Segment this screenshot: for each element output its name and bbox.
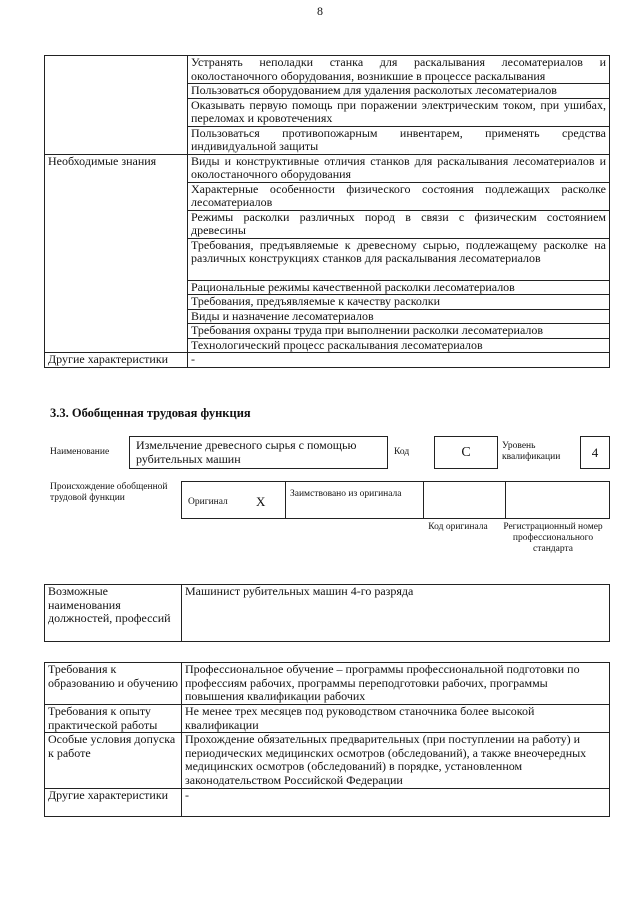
table-row [45,733,610,789]
level-label: Уровень квалификации [502,441,561,462]
original-mark: X [256,494,266,509]
knowledge-cell: Требования, предъявляемые к качеству расколки [188,295,610,310]
skill-cell: Устранять неполадки станка для раскалывания лесоматериалов и околостаночного оборудования, возникшие в процессе раскалывания [188,56,610,84]
empty-label-cell [45,56,188,155]
page-number: 8 [317,4,323,18]
knowledge-cell: Требования охраны труда при выполнении расколки лесоматериалов [188,324,610,339]
table-row [45,789,610,817]
requirements-table [44,662,610,817]
origin-box [181,481,610,519]
table-row [45,585,610,642]
positions-value: Машинист рубительных машин 4-го разряда [182,585,610,642]
requirement-value: Прохождение обязательных предварительных (при поступлении на работу) и периодических медицинских осмотров (обследований), а также внеочередных медицинских осмотров (обследований) в порядке, установленном законодательством Российской Федерации [182,733,610,789]
origin-divider [423,482,424,518]
table-row [45,154,610,182]
code-label: Код [394,447,410,457]
other-label: Другие характеристики [45,353,188,368]
origin-divider [285,482,286,518]
borrowed-label: Заимствовано из оригинала [290,489,402,499]
section-title: 3.3. Обобщенная трудовая функция [50,406,251,420]
table-row [45,705,610,733]
origin-divider [505,482,506,518]
skill-cell: Пользоваться противопожарным инвентарем, применять средства индивидуальной защиты [188,126,610,154]
other-value: - [188,353,610,368]
table-row [45,663,610,705]
knowledge-cell: Виды и назначение лесоматериалов [188,309,610,324]
positions-table [44,584,610,642]
positions-label: Возможные наименования должностей, профессий [45,585,182,642]
function-name: Измельчение древесного сырья с помощью рубительных машин [136,438,357,466]
reg-caption: Регистрационный номер профессионального стандарта [503,522,603,554]
requirement-label: Другие характеристики [45,789,182,817]
level-box [580,436,610,469]
level-value: 4 [591,445,599,460]
name-label: Наименование [50,447,110,457]
origin-label: Происхождение обобщенной трудовой функции [50,482,168,503]
code-box [434,436,498,469]
knowledge-cell: Виды и конструктивные отличия станков для раскалывания лесоматериалов и околостаночного оборудования [188,154,610,182]
skills-knowledge-table [44,55,610,368]
requirement-value: Не менее трех месяцев под руководством станочника более высокой квалификации [182,705,610,733]
requirement-value: Профессиональное обучение – программы профессиональной подготовки по профессиям рабочих, программы переподготовки рабочих, программы повышения квалификации рабочих [182,663,610,705]
table-row [45,353,610,368]
code-caption: Код оригинала [428,522,488,532]
requirement-value: - [182,789,610,817]
skill-cell: Пользоваться оборудованием для удаления расколотых лесоматериалов [188,84,610,99]
original-label: Оригинал [188,497,228,507]
knowledge-cell: Рациональные режимы качественной расколки лесоматериалов [188,280,610,295]
function-name-box [129,436,388,469]
knowledge-cell: Характерные особенности физического состояния подлежащих расколке лесоматериалов [188,182,610,210]
requirement-label: Требования к образованию и обучению [45,663,182,705]
knowledge-cell: Режимы расколки различных пород в связи с физическим состоянием древесины [188,210,610,238]
skill-cell: Оказывать первую помощь при поражении электрическим током, при ушибах, переломах и кровотечениях [188,98,610,126]
knowledge-cell: Требования, предъявляемые к древесному сырью, подлежащему расколке на различных конструкциях станков для раскалывания лесоматериалов [188,238,610,280]
table-row [45,56,610,84]
requirement-label: Требования к опыту практической работы [45,705,182,733]
requirement-label: Особые условия допуска к работе [45,733,182,789]
code-value: C [461,445,471,460]
knowledge-label: Необходимые знания [45,154,188,353]
knowledge-cell: Технологический процесс раскалывания лесоматериалов [188,338,610,353]
